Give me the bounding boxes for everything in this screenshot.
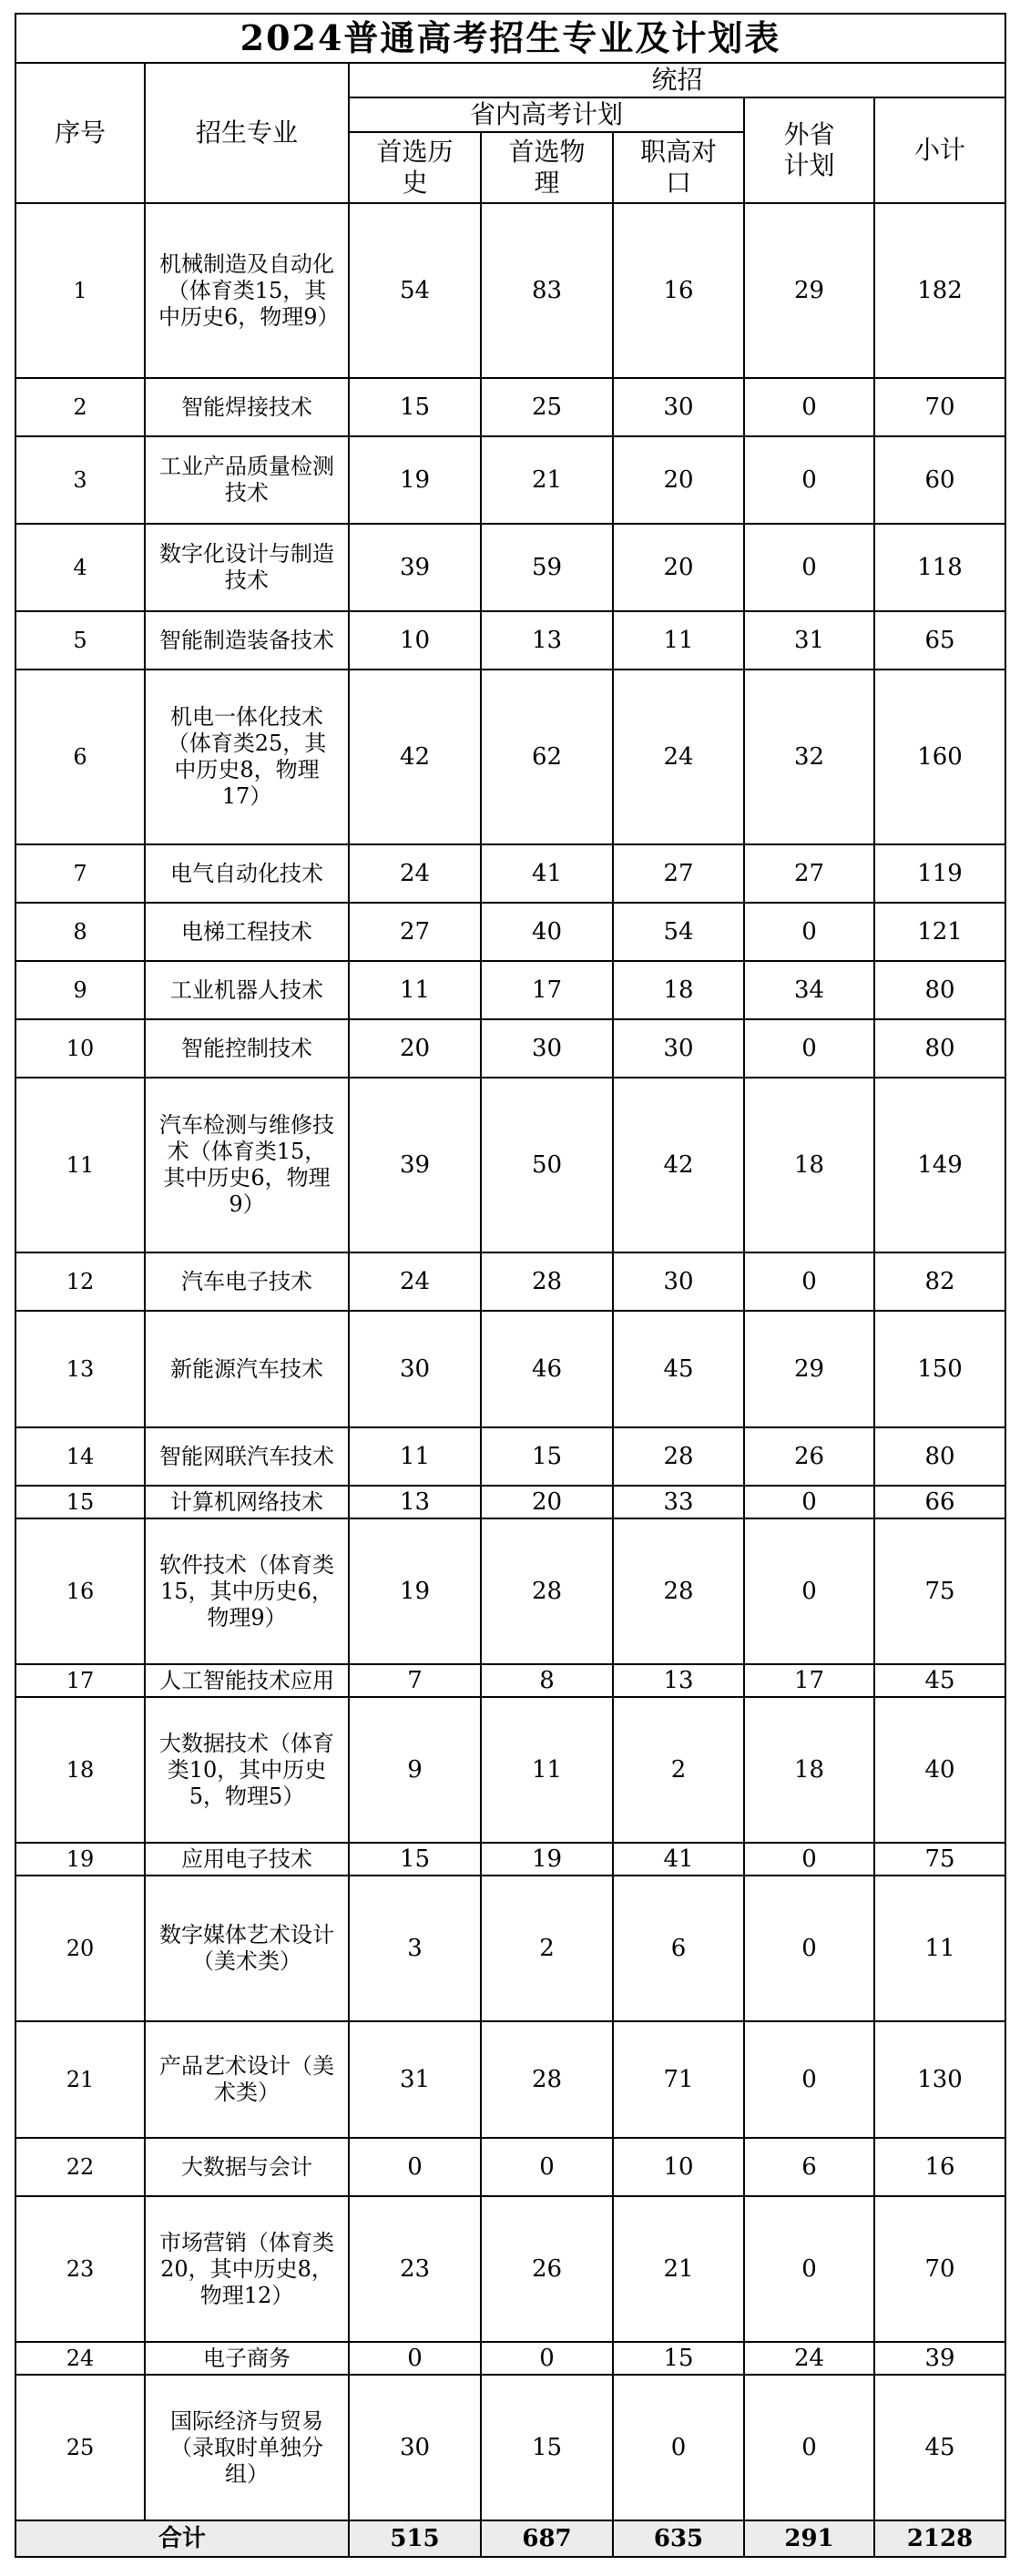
row-seq: 22 <box>15 2138 145 2196</box>
row-seq: 16 <box>15 1518 145 1664</box>
row-subtotal: 121 <box>874 903 1005 961</box>
row-subtotal: 39 <box>874 2342 1005 2375</box>
row-out-province: 0 <box>744 2196 874 2342</box>
row-physics: 28 <box>481 2021 613 2138</box>
row-major: 产品艺术设计（美术类） <box>145 2021 349 2138</box>
row-physics: 21 <box>481 436 613 524</box>
row-history: 19 <box>349 1518 481 1664</box>
table-row <box>15 2375 1005 2520</box>
row-subtotal: 65 <box>874 611 1005 670</box>
row-history: 11 <box>349 961 481 1019</box>
table-row <box>15 1019 1005 1078</box>
header-subtotal: 小计 <box>874 97 1005 203</box>
row-history: 13 <box>349 1486 481 1518</box>
header-vocational: 职高对口 <box>613 132 744 203</box>
row-major: 汽车电子技术 <box>145 1252 349 1311</box>
table-row <box>15 524 1005 611</box>
row-history: 0 <box>349 2138 481 2196</box>
row-vocational: 20 <box>613 436 744 524</box>
row-major: 应用电子技术 <box>145 1843 349 1876</box>
row-history: 11 <box>349 1427 481 1486</box>
row-subtotal: 149 <box>874 1078 1005 1252</box>
row-subtotal: 118 <box>874 524 1005 611</box>
row-out-province: 18 <box>744 1078 874 1252</box>
table-body <box>15 203 1005 2520</box>
header-history: 首选历史 <box>349 132 481 203</box>
row-history: 39 <box>349 524 481 611</box>
row-vocational: 54 <box>613 903 744 961</box>
row-vocational: 10 <box>613 2138 744 2196</box>
header-in-province: 省内高考计划 <box>349 97 744 132</box>
row-history: 15 <box>349 1843 481 1876</box>
row-subtotal: 80 <box>874 1019 1005 1078</box>
row-physics: 17 <box>481 961 613 1019</box>
table-row <box>15 1876 1005 2021</box>
row-seq: 8 <box>15 903 145 961</box>
total-physics: 687 <box>481 2520 613 2557</box>
row-vocational: 30 <box>613 1019 744 1078</box>
row-out-province: 0 <box>744 1843 874 1876</box>
row-major: 计算机网络技术 <box>145 1486 349 1518</box>
row-history: 3 <box>349 1876 481 2021</box>
row-physics: 11 <box>481 1697 613 1843</box>
table-row <box>15 378 1005 436</box>
header-out-province: 外省计划 <box>744 97 874 203</box>
row-vocational: 15 <box>613 2342 744 2375</box>
row-physics: 50 <box>481 1078 613 1252</box>
row-physics: 20 <box>481 1486 613 1518</box>
row-physics: 46 <box>481 1311 613 1427</box>
row-major: 大数据与会计 <box>145 2138 349 2196</box>
row-vocational: 18 <box>613 961 744 1019</box>
row-seq: 7 <box>15 844 145 903</box>
row-vocational: 71 <box>613 2021 744 2138</box>
row-history: 42 <box>349 670 481 844</box>
row-subtotal: 40 <box>874 1697 1005 1843</box>
row-out-province: 0 <box>744 1019 874 1078</box>
row-history: 54 <box>349 203 481 378</box>
row-major: 新能源汽车技术 <box>145 1311 349 1427</box>
row-major: 智能焊接技术 <box>145 378 349 436</box>
table-row <box>15 2021 1005 2138</box>
table-row <box>15 203 1005 378</box>
row-seq: 14 <box>15 1427 145 1486</box>
row-seq: 25 <box>15 2375 145 2520</box>
row-major: 数字化设计与制造技术 <box>145 524 349 611</box>
row-subtotal: 66 <box>874 1486 1005 1518</box>
row-physics: 30 <box>481 1019 613 1078</box>
row-subtotal: 16 <box>874 2138 1005 2196</box>
row-history: 23 <box>349 2196 481 2342</box>
total-history: 515 <box>349 2520 481 2557</box>
row-subtotal: 80 <box>874 1427 1005 1486</box>
row-seq: 11 <box>15 1078 145 1252</box>
row-major: 智能控制技术 <box>145 1019 349 1078</box>
row-physics: 19 <box>481 1843 613 1876</box>
total-row <box>15 2520 1005 2557</box>
row-out-province: 17 <box>744 1664 874 1697</box>
enrollment-plan-table <box>15 13 1006 2558</box>
row-out-province: 24 <box>744 2342 874 2375</box>
row-major: 国际经济与贸易（录取时单独分组） <box>145 2375 349 2520</box>
row-major: 汽车检测与维修技术（体育类15，其中历史6，物理9） <box>145 1078 349 1252</box>
row-major: 机械制造及自动化（体育类15，其中历史6，物理9） <box>145 203 349 378</box>
table-row <box>15 611 1005 670</box>
row-vocational: 30 <box>613 1252 744 1311</box>
row-seq: 15 <box>15 1486 145 1518</box>
row-major: 电梯工程技术 <box>145 903 349 961</box>
row-seq: 24 <box>15 2342 145 2375</box>
row-history: 20 <box>349 1019 481 1078</box>
row-subtotal: 182 <box>874 203 1005 378</box>
row-history: 7 <box>349 1664 481 1697</box>
row-history: 15 <box>349 378 481 436</box>
row-subtotal: 70 <box>874 378 1005 436</box>
table-row <box>15 1664 1005 1697</box>
row-seq: 12 <box>15 1252 145 1311</box>
row-history: 27 <box>349 903 481 961</box>
row-history: 0 <box>349 2342 481 2375</box>
row-subtotal: 119 <box>874 844 1005 903</box>
row-physics: 13 <box>481 611 613 670</box>
row-major: 大数据技术（体育类10，其中历史5，物理5） <box>145 1697 349 1843</box>
row-major: 电子商务 <box>145 2342 349 2375</box>
row-history: 30 <box>349 2375 481 2520</box>
row-vocational: 45 <box>613 1311 744 1427</box>
table-row <box>15 1518 1005 1664</box>
row-seq: 9 <box>15 961 145 1019</box>
row-major: 数字媒体艺术设计（美术类） <box>145 1876 349 2021</box>
row-seq: 17 <box>15 1664 145 1697</box>
table-row <box>15 903 1005 961</box>
row-subtotal: 82 <box>874 1252 1005 1311</box>
row-out-province: 26 <box>744 1427 874 1486</box>
total-label: 合计 <box>15 2520 349 2557</box>
row-seq: 10 <box>15 1019 145 1078</box>
table-row <box>15 1252 1005 1311</box>
row-out-province: 29 <box>744 1311 874 1427</box>
row-out-province: 29 <box>744 203 874 378</box>
row-out-province: 0 <box>744 1518 874 1664</box>
row-vocational: 24 <box>613 670 744 844</box>
row-out-province: 0 <box>744 1252 874 1311</box>
row-major: 智能网联汽车技术 <box>145 1427 349 1486</box>
row-out-province: 0 <box>744 436 874 524</box>
table-row <box>15 436 1005 524</box>
row-subtotal: 150 <box>874 1311 1005 1427</box>
row-subtotal: 60 <box>874 436 1005 524</box>
row-seq: 3 <box>15 436 145 524</box>
row-physics: 0 <box>481 2138 613 2196</box>
row-subtotal: 75 <box>874 1843 1005 1876</box>
row-subtotal: 45 <box>874 2375 1005 2520</box>
row-major: 人工智能技术应用 <box>145 1664 349 1697</box>
row-seq: 4 <box>15 524 145 611</box>
row-out-province: 18 <box>744 1697 874 1843</box>
row-seq: 20 <box>15 1876 145 2021</box>
table-row <box>15 1843 1005 1876</box>
row-history: 24 <box>349 1252 481 1311</box>
table-row <box>15 961 1005 1019</box>
row-out-province: 0 <box>744 2375 874 2520</box>
row-out-province: 0 <box>744 1486 874 1518</box>
row-out-province: 0 <box>744 378 874 436</box>
row-history: 31 <box>349 2021 481 2138</box>
row-physics: 15 <box>481 2375 613 2520</box>
table-row <box>15 2138 1005 2196</box>
row-physics: 26 <box>481 2196 613 2342</box>
row-major: 软件技术（体育类15，其中历史6，物理9） <box>145 1518 349 1664</box>
row-seq: 5 <box>15 611 145 670</box>
table-row <box>15 1697 1005 1843</box>
row-out-province: 31 <box>744 611 874 670</box>
row-seq: 2 <box>15 378 145 436</box>
row-major: 工业产品质量检测技术 <box>145 436 349 524</box>
row-seq: 23 <box>15 2196 145 2342</box>
row-physics: 40 <box>481 903 613 961</box>
row-history: 24 <box>349 844 481 903</box>
row-vocational: 33 <box>613 1486 744 1518</box>
table-row <box>15 1311 1005 1427</box>
row-vocational: 27 <box>613 844 744 903</box>
row-vocational: 6 <box>613 1876 744 2021</box>
row-major: 市场营销（体育类20，其中历史8，物理12） <box>145 2196 349 2342</box>
row-vocational: 28 <box>613 1427 744 1486</box>
row-vocational: 30 <box>613 378 744 436</box>
row-physics: 59 <box>481 524 613 611</box>
table-row <box>15 1427 1005 1486</box>
header-unified: 统招 <box>349 63 1005 97</box>
header-major: 招生专业 <box>145 63 349 203</box>
row-seq: 6 <box>15 670 145 844</box>
row-out-province: 0 <box>744 524 874 611</box>
row-vocational: 41 <box>613 1843 744 1876</box>
row-vocational: 11 <box>613 611 744 670</box>
row-history: 39 <box>349 1078 481 1252</box>
row-history: 9 <box>349 1697 481 1843</box>
row-out-province: 0 <box>744 903 874 961</box>
row-out-province: 0 <box>744 1876 874 2021</box>
row-major: 电气自动化技术 <box>145 844 349 903</box>
plan-sheet <box>15 13 1005 2558</box>
row-vocational: 0 <box>613 2375 744 2520</box>
row-history: 19 <box>349 436 481 524</box>
row-out-province: 0 <box>744 2021 874 2138</box>
row-physics: 25 <box>481 378 613 436</box>
row-physics: 0 <box>481 2342 613 2375</box>
total-subtotal: 2128 <box>874 2520 1005 2557</box>
row-out-province: 6 <box>744 2138 874 2196</box>
total-out-province: 291 <box>744 2520 874 2557</box>
row-physics: 8 <box>481 1664 613 1697</box>
row-seq: 21 <box>15 2021 145 2138</box>
table-row <box>15 1078 1005 1252</box>
row-subtotal: 130 <box>874 2021 1005 2138</box>
row-physics: 28 <box>481 1518 613 1664</box>
row-history: 30 <box>349 1311 481 1427</box>
table-row <box>15 844 1005 903</box>
page-title: 2024普通高考招生专业及计划表 <box>15 14 1005 63</box>
header-seq: 序号 <box>15 63 145 203</box>
row-history: 10 <box>349 611 481 670</box>
row-major: 机电一体化技术（体育类25，其中历史8，物理17） <box>145 670 349 844</box>
row-subtotal: 70 <box>874 2196 1005 2342</box>
row-subtotal: 75 <box>874 1518 1005 1664</box>
row-vocational: 16 <box>613 203 744 378</box>
row-physics: 28 <box>481 1252 613 1311</box>
row-seq: 19 <box>15 1843 145 1876</box>
row-subtotal: 11 <box>874 1876 1005 2021</box>
row-vocational: 13 <box>613 1664 744 1697</box>
row-out-province: 32 <box>744 670 874 844</box>
row-vocational: 20 <box>613 524 744 611</box>
table-row <box>15 670 1005 844</box>
row-physics: 41 <box>481 844 613 903</box>
row-seq: 1 <box>15 203 145 378</box>
row-vocational: 21 <box>613 2196 744 2342</box>
row-physics: 15 <box>481 1427 613 1486</box>
row-subtotal: 45 <box>874 1664 1005 1697</box>
row-vocational: 2 <box>613 1697 744 1843</box>
row-subtotal: 160 <box>874 670 1005 844</box>
row-seq: 13 <box>15 1311 145 1427</box>
total-vocational: 635 <box>613 2520 744 2557</box>
row-vocational: 42 <box>613 1078 744 1252</box>
table-row <box>15 2196 1005 2342</box>
table-row <box>15 1486 1005 1518</box>
header-physics: 首选物理 <box>481 132 613 203</box>
row-physics: 83 <box>481 203 613 378</box>
row-out-province: 34 <box>744 961 874 1019</box>
row-out-province: 27 <box>744 844 874 903</box>
row-vocational: 28 <box>613 1518 744 1664</box>
row-major: 智能制造装备技术 <box>145 611 349 670</box>
row-seq: 18 <box>15 1697 145 1843</box>
row-major: 工业机器人技术 <box>145 961 349 1019</box>
row-subtotal: 80 <box>874 961 1005 1019</box>
row-physics: 62 <box>481 670 613 844</box>
row-physics: 2 <box>481 1876 613 2021</box>
table-row <box>15 2342 1005 2375</box>
